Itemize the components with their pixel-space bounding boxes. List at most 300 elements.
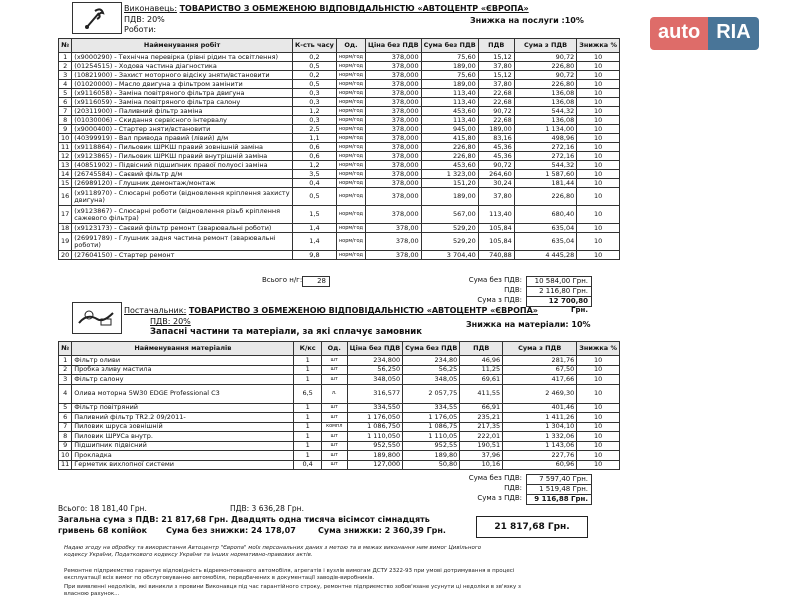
grand-total-words-2: гривень 68 копійок bbox=[58, 526, 148, 535]
cell-name: (x9000290) - Технічна перевірка (рівні рідин та освітлення) bbox=[72, 53, 293, 62]
header-unit: Од. bbox=[321, 342, 347, 356]
cell-discount: 10 bbox=[577, 441, 620, 451]
cell-discount: 10 bbox=[577, 134, 620, 143]
cell-unit: шт bbox=[321, 356, 347, 366]
cell-sum-no-tax: 453,60 bbox=[421, 161, 478, 170]
header-name: Найменування робіт bbox=[72, 39, 293, 53]
table-row bbox=[59, 451, 620, 461]
cell-name: Прокладка bbox=[72, 451, 294, 461]
cell-quantity: 1 bbox=[294, 403, 322, 413]
cell-price: 127,000 bbox=[347, 460, 403, 470]
cell-sum-no-tax: 1 323,00 bbox=[421, 170, 478, 179]
cell-discount: 10 bbox=[577, 107, 620, 116]
table-row bbox=[59, 365, 620, 375]
cell-price: 378,000 bbox=[366, 116, 422, 125]
cell-row-number: 6 bbox=[59, 98, 72, 107]
cell-unit: норм/год bbox=[336, 233, 365, 251]
cell-row-number: 7 bbox=[59, 107, 72, 116]
cell-name: Пиловик шруса зовнішній bbox=[72, 422, 294, 432]
table-row bbox=[59, 422, 620, 432]
cell-sum-no-tax: 453,60 bbox=[421, 107, 478, 116]
cell-name: Олива моторна 5W30 EDGE Professional C3 bbox=[72, 384, 294, 403]
cell-quantity: 1 bbox=[294, 365, 322, 375]
pdv-1: ПДВ: 20% bbox=[124, 15, 165, 24]
cell-sum-no-tax: 1 086,75 bbox=[403, 422, 460, 432]
cell-unit: норм/год bbox=[336, 134, 365, 143]
cell-unit: норм/год bbox=[336, 62, 365, 71]
header-quantity: К/кс bbox=[294, 342, 322, 356]
cell-discount: 10 bbox=[577, 233, 620, 251]
parts-table bbox=[58, 341, 620, 470]
materials-discount: Знижка на матеріали: 10% bbox=[466, 320, 591, 329]
cell-sum-no-tax: 415,80 bbox=[421, 134, 478, 143]
cell-discount: 10 bbox=[577, 143, 620, 152]
cell-unit: шт bbox=[321, 375, 347, 385]
cell-discount: 10 bbox=[577, 170, 620, 179]
cell-sum-no-tax: 189,80 bbox=[403, 451, 460, 461]
table-row bbox=[59, 152, 620, 161]
cell-quantity: 1 bbox=[294, 441, 322, 451]
cell-price: 378,000 bbox=[366, 98, 422, 107]
cell-unit: шт bbox=[321, 460, 347, 470]
cell-unit: норм/год bbox=[336, 206, 365, 224]
cell-price: 378,000 bbox=[366, 161, 422, 170]
cell-name: Фільтр салону bbox=[72, 375, 294, 385]
cell-price: 334,550 bbox=[347, 403, 403, 413]
cell-row-number: 3 bbox=[59, 71, 72, 80]
cell-sum-no-tax: 189,00 bbox=[421, 188, 478, 206]
cell-sum-no-tax: 334,55 bbox=[403, 403, 460, 413]
cell-row-number: 12 bbox=[59, 152, 72, 161]
table-row bbox=[59, 161, 620, 170]
warranty-text-2: експлуатації всіх вимог по обслуговуванню автомобіля, передбачених в документації заводів-виробників. bbox=[64, 575, 375, 581]
supplier-line bbox=[124, 306, 644, 316]
cell-price: 1 086,750 bbox=[347, 422, 403, 432]
cell-tax: 113,40 bbox=[478, 206, 514, 224]
cell-row-number: 10 bbox=[59, 134, 72, 143]
wrench-logo-icon bbox=[72, 2, 122, 34]
cell-row-number: 17 bbox=[59, 206, 72, 224]
table-row bbox=[59, 384, 620, 403]
cell-sum-with-tax: 181,44 bbox=[514, 179, 576, 188]
cell-tax: 46,96 bbox=[460, 356, 503, 366]
cell-price: 378,00 bbox=[366, 251, 422, 260]
cell-price: 378,00 bbox=[366, 233, 422, 251]
cell-quantity: 1,4 bbox=[292, 224, 336, 233]
cell-name: (x9123867) - Слюсарні роботи (відновлення різьб кріплення сажевого фільтра) bbox=[72, 206, 293, 224]
cell-price: 378,000 bbox=[366, 206, 422, 224]
cell-tax: 22,68 bbox=[478, 89, 514, 98]
cell-price: 234,800 bbox=[347, 356, 403, 366]
cell-tax: 83,16 bbox=[478, 134, 514, 143]
consent-text-1: Надаю згоду на обробку та використання Автоцентр "Європа" моїх персональних даних з метою та в межах виконання ним вимог Цивільного bbox=[64, 545, 482, 551]
cell-sum-no-tax: 348,05 bbox=[403, 375, 460, 385]
cell-quantity: 0,3 bbox=[292, 116, 336, 125]
cell-sum-no-tax: 113,40 bbox=[421, 98, 478, 107]
table-row bbox=[59, 403, 620, 413]
cell-name: (x9116058) - Заміна повітряного фільтра двигуна bbox=[72, 89, 293, 98]
cell-tax: 189,00 bbox=[478, 125, 514, 134]
cell-price: 189,800 bbox=[347, 451, 403, 461]
cell-discount: 10 bbox=[577, 460, 620, 470]
watermark-left: auto bbox=[650, 17, 708, 50]
cell-name: (x9123865) - Пильовик ШРКШ правий внутрішній заміна bbox=[72, 152, 293, 161]
cell-row-number: 18 bbox=[59, 224, 72, 233]
cell-sum-no-tax: 226,80 bbox=[421, 143, 478, 152]
cell-quantity: 0,5 bbox=[292, 62, 336, 71]
cell-sum-with-tax: 136,08 bbox=[514, 116, 576, 125]
cell-tax: 22,68 bbox=[478, 116, 514, 125]
cell-tax: 90,72 bbox=[478, 161, 514, 170]
header-row-number: № bbox=[59, 39, 72, 53]
cell-quantity: 1 bbox=[294, 432, 322, 442]
cell-discount: 10 bbox=[577, 116, 620, 125]
cell-tax: 30,24 bbox=[478, 179, 514, 188]
table-row bbox=[59, 375, 620, 385]
cell-quantity: 0,3 bbox=[292, 98, 336, 107]
cell-sum-with-tax: 1 304,10 bbox=[503, 422, 577, 432]
table-row bbox=[59, 170, 620, 179]
total-label: ПДВ: bbox=[504, 286, 522, 294]
cell-name: (40851902) - Підвісний підшипник правої полуосі заміна bbox=[72, 161, 293, 170]
auto-ria-watermark bbox=[650, 12, 790, 54]
cell-name: (x9000400) - Стартер зняти/встановити bbox=[72, 125, 293, 134]
cell-discount: 10 bbox=[577, 80, 620, 89]
cell-unit: норм/год bbox=[336, 179, 365, 188]
hours-label: Всього н/г: bbox=[262, 276, 303, 284]
cell-discount: 10 bbox=[577, 356, 620, 366]
cell-discount: 10 bbox=[577, 413, 620, 423]
header-name: Найменування матеріалів bbox=[72, 342, 294, 356]
discount-sum: Сума знижки: 2 360,39 Грн. bbox=[318, 526, 446, 535]
cell-quantity: 1,2 bbox=[292, 107, 336, 116]
cell-row-number: 3 bbox=[59, 375, 72, 385]
parts-logo-icon bbox=[72, 302, 122, 334]
cell-quantity: 0,5 bbox=[292, 80, 336, 89]
grand-total-words: Загальна сума з ПДВ: 21 817,68 Грн. Двадцять одна тисяча вісімсот сімнадцять bbox=[58, 515, 430, 524]
header-sum-no-tax: Сума без ПДВ bbox=[421, 39, 478, 53]
cell-discount: 10 bbox=[577, 451, 620, 461]
cell-row-number: 8 bbox=[59, 116, 72, 125]
cell-tax: 37,80 bbox=[478, 80, 514, 89]
cell-discount: 10 bbox=[577, 125, 620, 134]
cell-sum-with-tax: 90,72 bbox=[514, 53, 576, 62]
cell-discount: 10 bbox=[577, 161, 620, 170]
cell-tax: 105,84 bbox=[478, 233, 514, 251]
pdv-2: ПДВ: 20% bbox=[150, 317, 191, 326]
header-tax: ПДВ bbox=[460, 342, 503, 356]
cell-discount: 10 bbox=[577, 53, 620, 62]
watermark-right: RIA bbox=[708, 17, 758, 50]
table-row bbox=[59, 224, 620, 233]
cell-name: (26991789) - Глушник задня частина ремонт (зварювальні роботи) bbox=[72, 233, 293, 251]
cell-sum-no-tax: 189,00 bbox=[421, 62, 478, 71]
cell-row-number: 10 bbox=[59, 451, 72, 461]
cell-row-number: 7 bbox=[59, 422, 72, 432]
table-row bbox=[59, 53, 620, 62]
sum-no-discount: Сума без знижки: 24 178,07 bbox=[166, 526, 296, 535]
table-row bbox=[59, 80, 620, 89]
cell-quantity: 1 bbox=[294, 375, 322, 385]
cell-discount: 10 bbox=[577, 403, 620, 413]
cell-name: Герметик вихлопної системи bbox=[72, 460, 294, 470]
cell-sum-with-tax: 272,16 bbox=[514, 143, 576, 152]
cell-discount: 10 bbox=[577, 179, 620, 188]
header-row-number: № bbox=[59, 342, 72, 356]
total-value: 12 700,80 Грн. bbox=[526, 296, 592, 307]
cell-unit: норм/год bbox=[336, 125, 365, 134]
works-label: Роботи: bbox=[124, 25, 157, 34]
table-row bbox=[59, 62, 620, 71]
cell-sum-with-tax: 136,08 bbox=[514, 98, 576, 107]
cell-sum-with-tax: 67,50 bbox=[503, 365, 577, 375]
table-row bbox=[59, 116, 620, 125]
cell-tax: 69,61 bbox=[460, 375, 503, 385]
cell-price: 952,550 bbox=[347, 441, 403, 451]
cell-name: Пиловик ШРУСа внутр. bbox=[72, 432, 294, 442]
cell-unit: норм/год bbox=[336, 98, 365, 107]
cell-unit: шт bbox=[321, 365, 347, 375]
cell-quantity: 3,5 bbox=[292, 170, 336, 179]
cell-name: (10821900) - Захист моторного відсіку зняти/встановити bbox=[72, 71, 293, 80]
cell-row-number: 4 bbox=[59, 80, 72, 89]
cell-price: 1 176,050 bbox=[347, 413, 403, 423]
cell-tax: 235,21 bbox=[460, 413, 503, 423]
cell-unit: шт bbox=[321, 432, 347, 442]
cell-quantity: 0,6 bbox=[292, 152, 336, 161]
cell-sum-no-tax: 151,20 bbox=[421, 179, 478, 188]
cell-quantity: 0,2 bbox=[292, 53, 336, 62]
warranty-text-3: При виявленні недоліків, які виникли з провини Виконавця під час гарантійного строку, ремонтне підприємство зобов'язане усунути ці недоліки в зв'язку з bbox=[64, 584, 521, 590]
cell-tax: 411,55 bbox=[460, 384, 503, 403]
total-value: 1 519,48 Грн. bbox=[526, 484, 592, 495]
cell-unit: компл bbox=[321, 422, 347, 432]
cell-sum-with-tax: 1 134,00 bbox=[514, 125, 576, 134]
cell-name: Пробка зливу мастила bbox=[72, 365, 294, 375]
cell-tax: 264,60 bbox=[478, 170, 514, 179]
cell-price: 378,000 bbox=[366, 53, 422, 62]
total-label: Сума без ПДВ: bbox=[468, 276, 522, 284]
cell-row-number: 11 bbox=[59, 460, 72, 470]
table-row bbox=[59, 89, 620, 98]
cell-sum-with-tax: 1 332,06 bbox=[503, 432, 577, 442]
cell-sum-no-tax: 113,40 bbox=[421, 89, 478, 98]
cell-unit: норм/год bbox=[336, 188, 365, 206]
table-row bbox=[59, 413, 620, 423]
total-tax: ПДВ: 3 636,28 Грн. bbox=[230, 504, 304, 513]
cell-name: (01254515) - Ходова частина діагностика bbox=[72, 62, 293, 71]
cell-discount: 10 bbox=[577, 365, 620, 375]
cell-row-number: 9 bbox=[59, 441, 72, 451]
cell-sum-with-tax: 227,76 bbox=[503, 451, 577, 461]
cell-row-number: 1 bbox=[59, 53, 72, 62]
table-row bbox=[59, 432, 620, 442]
cell-unit: норм/год bbox=[336, 170, 365, 179]
total-label: Сума з ПДВ: bbox=[477, 296, 522, 304]
cell-sum-no-tax: 1 176,05 bbox=[403, 413, 460, 423]
total-value: 2 116,80 Грн. bbox=[526, 286, 592, 297]
cell-sum-with-tax: 226,80 bbox=[514, 188, 576, 206]
supplier-name: ТОВАРИСТВО З ОБМЕЖЕНОЮ ВІДПОВІДАЛЬНІСТЮ «АВТОЦЕНТР «ЄВРОПА» bbox=[188, 306, 538, 315]
cell-sum-no-tax: 113,40 bbox=[421, 116, 478, 125]
cell-tax: 66,91 bbox=[460, 403, 503, 413]
cell-row-number: 9 bbox=[59, 125, 72, 134]
cell-price: 1 110,050 bbox=[347, 432, 403, 442]
cell-name: (20311900) - Паливний фільтр заміна bbox=[72, 107, 293, 116]
hours-value: 28 bbox=[302, 276, 330, 287]
cell-discount: 10 bbox=[577, 98, 620, 107]
cell-quantity: 0,3 bbox=[292, 89, 336, 98]
cell-tax: 217,35 bbox=[460, 422, 503, 432]
cell-price: 316,577 bbox=[347, 384, 403, 403]
cell-unit: норм/год bbox=[336, 224, 365, 233]
cell-sum-with-tax: 226,80 bbox=[514, 80, 576, 89]
cell-tax: 105,84 bbox=[478, 224, 514, 233]
total-value: 10 584,00 Грн. bbox=[526, 276, 592, 287]
services-discount: Знижка на послуги :10% bbox=[470, 16, 584, 25]
header-quantity: К-сть часу bbox=[292, 39, 336, 53]
cell-tax: 190,51 bbox=[460, 441, 503, 451]
cell-row-number: 14 bbox=[59, 170, 72, 179]
cell-name: (01030006) - Скидання сервісного інтервалу bbox=[72, 116, 293, 125]
table-row bbox=[59, 107, 620, 116]
cell-sum-with-tax: 417,66 bbox=[503, 375, 577, 385]
cell-sum-with-tax: 2 469,30 bbox=[503, 384, 577, 403]
cell-row-number: 5 bbox=[59, 89, 72, 98]
cell-row-number: 16 bbox=[59, 188, 72, 206]
cell-tax: 22,68 bbox=[478, 98, 514, 107]
header-unit: Од. bbox=[336, 39, 365, 53]
warranty-text-1: Ремонтне підприємство гарантує відповідність відремонтованого автомобіля, агрегатів і вузлів вимогам ДСТУ 2322-93 при умові дотримування в процесі bbox=[64, 568, 515, 574]
table-row bbox=[59, 125, 620, 134]
cell-name: (x9123173) - Саєвий фільтр ремонт (зварювальні роботи) bbox=[72, 224, 293, 233]
cell-tax: 15,12 bbox=[478, 71, 514, 80]
table-row bbox=[59, 71, 620, 80]
cell-row-number: 8 bbox=[59, 432, 72, 442]
cell-sum-no-tax: 2 057,75 bbox=[403, 384, 460, 403]
cell-quantity: 0,4 bbox=[292, 179, 336, 188]
cell-quantity: 1 bbox=[294, 356, 322, 366]
cell-discount: 10 bbox=[577, 224, 620, 233]
cell-unit: норм/год bbox=[336, 71, 365, 80]
cell-tax: 37,96 bbox=[460, 451, 503, 461]
cell-sum-no-tax: 529,20 bbox=[421, 233, 478, 251]
table-row bbox=[59, 179, 620, 188]
cell-tax: 45,36 bbox=[478, 143, 514, 152]
cell-price: 348,050 bbox=[347, 375, 403, 385]
cell-sum-no-tax: 952,55 bbox=[403, 441, 460, 451]
cell-name: (01020000) - Масло двигуна з фільтром замінити bbox=[72, 80, 293, 89]
total-label: ПДВ: bbox=[504, 484, 522, 492]
cell-quantity: 0,2 bbox=[292, 71, 336, 80]
cell-unit: норм/год bbox=[336, 80, 365, 89]
cell-tax: 90,72 bbox=[478, 107, 514, 116]
cell-sum-with-tax: 635,04 bbox=[514, 224, 576, 233]
table-row bbox=[59, 460, 620, 470]
table-row bbox=[59, 206, 620, 224]
cell-name: Фільтр повітряний bbox=[72, 403, 294, 413]
cell-discount: 10 bbox=[577, 251, 620, 260]
cell-unit: л. bbox=[321, 384, 347, 403]
cell-unit: норм/год bbox=[336, 152, 365, 161]
cell-unit: шт bbox=[321, 451, 347, 461]
cell-quantity: 1,1 bbox=[292, 134, 336, 143]
cell-unit: норм/год bbox=[336, 107, 365, 116]
cell-sum-with-tax: 544,32 bbox=[514, 161, 576, 170]
cell-unit: шт bbox=[321, 441, 347, 451]
cell-unit: шт bbox=[321, 413, 347, 423]
cell-unit: норм/год bbox=[336, 116, 365, 125]
total-value: 7 597,40 Грн. bbox=[526, 474, 592, 485]
header-discount: Знижка % bbox=[577, 342, 620, 356]
cell-price: 378,000 bbox=[366, 71, 422, 80]
cell-discount: 10 bbox=[577, 384, 620, 403]
total-label: Сума без ПДВ: bbox=[468, 474, 522, 482]
cell-sum-with-tax: 272,16 bbox=[514, 152, 576, 161]
cell-sum-with-tax: 226,80 bbox=[514, 62, 576, 71]
cell-price: 378,000 bbox=[366, 188, 422, 206]
cell-quantity: 6,5 bbox=[294, 384, 322, 403]
cell-sum-with-tax: 4 445,28 bbox=[514, 251, 576, 260]
table-row bbox=[59, 134, 620, 143]
cell-price: 56,250 bbox=[347, 365, 403, 375]
header-sum-with-tax: Сума з ПДВ bbox=[514, 39, 576, 53]
cell-discount: 10 bbox=[577, 432, 620, 442]
cell-quantity: 9,8 bbox=[292, 251, 336, 260]
cell-row-number: 5 bbox=[59, 403, 72, 413]
cell-sum-with-tax: 635,04 bbox=[514, 233, 576, 251]
cell-tax: 37,80 bbox=[478, 188, 514, 206]
cell-price: 378,000 bbox=[366, 170, 422, 179]
cell-sum-with-tax: 136,08 bbox=[514, 89, 576, 98]
cell-sum-with-tax: 90,72 bbox=[514, 71, 576, 80]
cell-quantity: 0,6 bbox=[292, 143, 336, 152]
cell-row-number: 13 bbox=[59, 161, 72, 170]
table-row bbox=[59, 356, 620, 366]
cell-name: Підшипник підвісний bbox=[72, 441, 294, 451]
header-sum-with-tax: Сума з ПДВ bbox=[503, 342, 577, 356]
cell-row-number: 19 bbox=[59, 233, 72, 251]
cell-discount: 10 bbox=[577, 71, 620, 80]
cell-tax: 740,88 bbox=[478, 251, 514, 260]
cell-discount: 10 bbox=[577, 375, 620, 385]
cell-sum-no-tax: 75,60 bbox=[421, 53, 478, 62]
cell-name: (26745584) - Саєвий фільтр д/м bbox=[72, 170, 293, 179]
cell-quantity: 0,5 bbox=[292, 188, 336, 206]
cell-sum-with-tax: 401,46 bbox=[503, 403, 577, 413]
cell-sum-no-tax: 189,00 bbox=[421, 80, 478, 89]
header-price: Ціна без ПДВ bbox=[347, 342, 403, 356]
cell-quantity: 0,4 bbox=[294, 460, 322, 470]
cell-price: 378,000 bbox=[366, 179, 422, 188]
cell-name: (x9116059) - Заміна повітряного фільтра салону bbox=[72, 98, 293, 107]
cell-name: (40399919) - Вал привода правий (лівий) д/м bbox=[72, 134, 293, 143]
cell-price: 378,000 bbox=[366, 62, 422, 71]
cell-row-number: 15 bbox=[59, 179, 72, 188]
cell-tax: 15,12 bbox=[478, 53, 514, 62]
cell-quantity: 1 bbox=[294, 422, 322, 432]
warranty-text-4: власною рахунок... bbox=[64, 591, 120, 597]
cell-tax: 11,25 bbox=[460, 365, 503, 375]
cell-sum-with-tax: 680,40 bbox=[514, 206, 576, 224]
cell-discount: 10 bbox=[577, 62, 620, 71]
cell-quantity: 1,2 bbox=[292, 161, 336, 170]
parts-subtitle: Запасні частини та матеріали, за які сплачує замовник bbox=[150, 327, 422, 337]
cell-sum-no-tax: 56,25 bbox=[403, 365, 460, 375]
cell-unit: норм/год bbox=[336, 143, 365, 152]
cell-name: (26989120) - Глушник демонтаж/монтаж bbox=[72, 179, 293, 188]
executor-line bbox=[124, 4, 644, 14]
